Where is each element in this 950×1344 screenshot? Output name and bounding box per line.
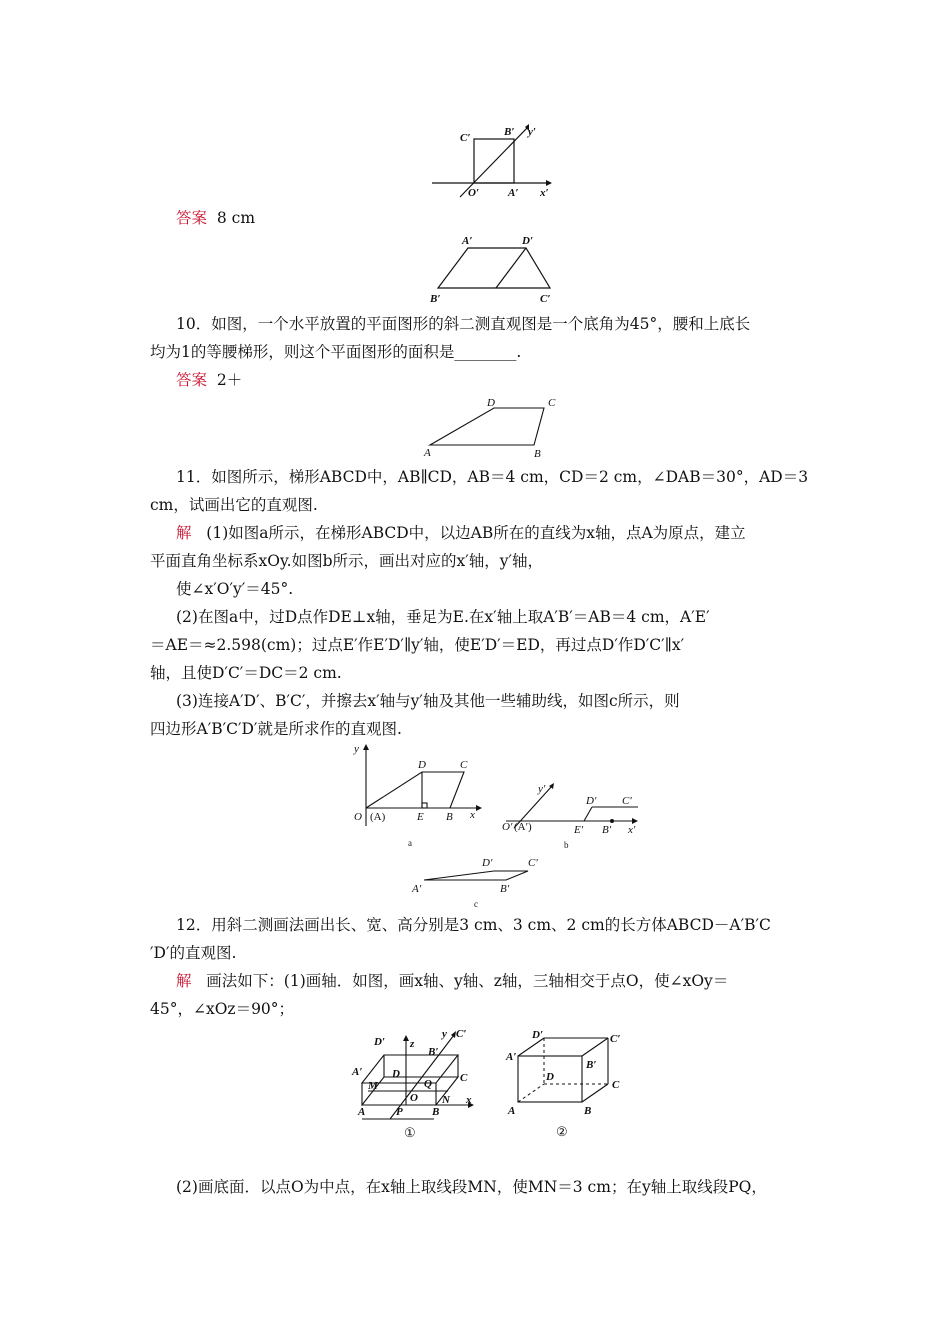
label-d1: D′ — [532, 1029, 544, 1041]
label-c: C′ — [528, 857, 538, 869]
label-d: D — [546, 1071, 554, 1083]
solution-12-line-2: 45°，∠xOz＝90°； — [150, 1000, 295, 1018]
label-a1: A′ — [352, 1066, 363, 1078]
label-c: C — [460, 759, 468, 771]
caption-c: c — [474, 899, 478, 909]
label-o: O′ — [502, 821, 513, 833]
label-a: A′ — [412, 883, 422, 895]
solution-11-line-8: 四边形A′B′C′D′就是所求作的直观图. — [150, 720, 402, 738]
answer-label: 答案 — [176, 209, 208, 227]
label-b: B — [446, 811, 453, 823]
solution-text: 画法如下：(1)画轴．如图，画x轴、y轴、z轴，三轴相交于点O，使∠xOy＝ — [206, 972, 729, 990]
label-d: D — [392, 1068, 400, 1080]
label-c: C — [460, 1072, 468, 1084]
question-11-line-1: 11．如图所示，梯形ABCD中，AB∥CD，AB＝4 cm，CD＝2 cm，∠DAB＝30°，AD＝3 — [176, 468, 809, 486]
label-b1: B′ — [428, 1046, 439, 1058]
label-a1: A′ — [506, 1051, 517, 1063]
label-o: O′ — [468, 187, 480, 199]
label-y: y′ — [538, 783, 546, 795]
label-d: D′ — [586, 795, 597, 807]
answer-label: 答案 — [176, 371, 208, 389]
label-a: (A) — [370, 811, 386, 823]
question-10-line-2: 均为1的等腰梯形，则这个平面图形的面积是________. — [150, 343, 522, 361]
question-11-line-2: cm，试画出它的直观图. — [150, 496, 318, 514]
label-a: A — [358, 1106, 366, 1118]
caption-1: ① — [404, 1125, 416, 1140]
solution-11-line-4: (2)在图a中，过D点作DE⊥x轴，垂足为E.在x′轴上取A′B′＝AB＝4 cm，A′E′ — [176, 608, 710, 626]
label-b: B′ — [500, 883, 510, 895]
solution-12-line-1 — [176, 971, 728, 991]
solution-11-line-7: (3)连接A′D′、B′C′，并擦去x′轴与y′轴及其他一些辅助线，如图c所示，则 — [176, 692, 680, 710]
answer-value: 2＋ — [216, 371, 243, 389]
solution-11-line-3: 使∠x′O′y′＝45°. — [176, 580, 294, 598]
label-x: x′ — [628, 824, 636, 836]
label-c: C — [548, 397, 556, 409]
figure-c — [410, 852, 550, 910]
answer-10 — [176, 370, 242, 390]
label-c: C′ — [540, 293, 551, 305]
label-z: z — [410, 1038, 415, 1050]
solution-11-line-6: 轴，且使D′C′＝DC＝2 cm. — [150, 664, 342, 682]
label-o: O — [354, 811, 362, 823]
label-x: x — [466, 1094, 472, 1106]
label-a: A′ — [508, 187, 519, 199]
label-n: N — [442, 1094, 450, 1106]
label-x: x — [470, 809, 475, 821]
label-y: y — [442, 1028, 447, 1040]
label-b: B — [534, 448, 541, 460]
label-d1: D′ — [374, 1036, 386, 1048]
label-d: D — [487, 397, 495, 409]
box-axes-figure — [348, 1025, 484, 1141]
question-12-line-2: ′D′的直观图. — [150, 944, 237, 962]
label-d: D′ — [522, 235, 534, 247]
solution-11-line-2: 平面直角坐标系xOy.如图b所示，画出对应的x′轴，y′轴， — [150, 552, 544, 570]
label-a: A′ — [462, 235, 473, 247]
caption-b: b — [564, 840, 569, 850]
label-b: B — [432, 1106, 440, 1118]
question-12-line-1: 12．用斜二测画法画出长、宽、高分别是3 cm、3 cm、2 cm的长方体ABCD－A′B′C — [176, 916, 771, 934]
label-b1: B′ — [586, 1059, 597, 1071]
label-c1: C′ — [610, 1033, 621, 1045]
label-p: P — [396, 1106, 403, 1118]
label-b: B′ — [504, 126, 515, 138]
figure-b — [500, 780, 644, 852]
solution-label: 解 — [176, 524, 192, 542]
label-b: B′ — [602, 824, 612, 836]
label-a: A — [424, 447, 431, 459]
caption-2: ② — [556, 1124, 568, 1139]
solution-text: (1)如图a所示，在梯形ABCD中，以边AB所在的直线为x轴，点A为原点，建立 — [206, 524, 746, 542]
trapezoid-figure-2 — [420, 394, 570, 460]
figure-a — [342, 742, 484, 850]
answer-value: 8 cm — [216, 209, 256, 227]
label-c1: C′ — [456, 1028, 467, 1040]
label-e: E′ — [574, 824, 584, 836]
solution-label: 解 — [176, 972, 192, 990]
caption-a: a — [408, 838, 412, 848]
label-d: D′ — [482, 857, 493, 869]
label-a: (A′) — [514, 821, 532, 833]
label-b: B′ — [430, 293, 441, 305]
label-y: y′ — [528, 126, 536, 138]
label-x: x′ — [540, 187, 549, 199]
label-q: Q — [424, 1078, 432, 1090]
solution-12-line-3: (2)画底面．以点O为中点，在x轴上取线段MN，使MN＝3 cm；在y轴上取线段PQ， — [176, 1178, 767, 1196]
label-m: M — [368, 1080, 378, 1092]
label-a: A — [508, 1105, 516, 1117]
label-d: D — [418, 759, 426, 771]
label-c: C′ — [622, 795, 632, 807]
trapezoid-figure-1 — [428, 232, 558, 306]
label-e: E — [417, 811, 424, 823]
label-c: C — [612, 1079, 620, 1091]
label-y: y — [354, 743, 359, 755]
square-axes-figure — [430, 122, 555, 200]
label-o: O — [410, 1092, 418, 1104]
question-10-line-1: 10．如图，一个水平放置的平面图形的斜二测直观图是一个底角为45°，腰和上底长 — [176, 315, 751, 333]
label-b: B — [584, 1105, 592, 1117]
solution-11-line-5: ＝AE＝≈2.598(cm)；过点E′作E′D′∥y′轴，使E′D′＝ED，再过点D′作D′C′∥x′ — [150, 636, 685, 654]
label-c: C′ — [460, 132, 471, 144]
box-figure — [504, 1028, 634, 1140]
answer-9 — [176, 208, 255, 228]
solution-11-line-1 — [176, 523, 746, 543]
